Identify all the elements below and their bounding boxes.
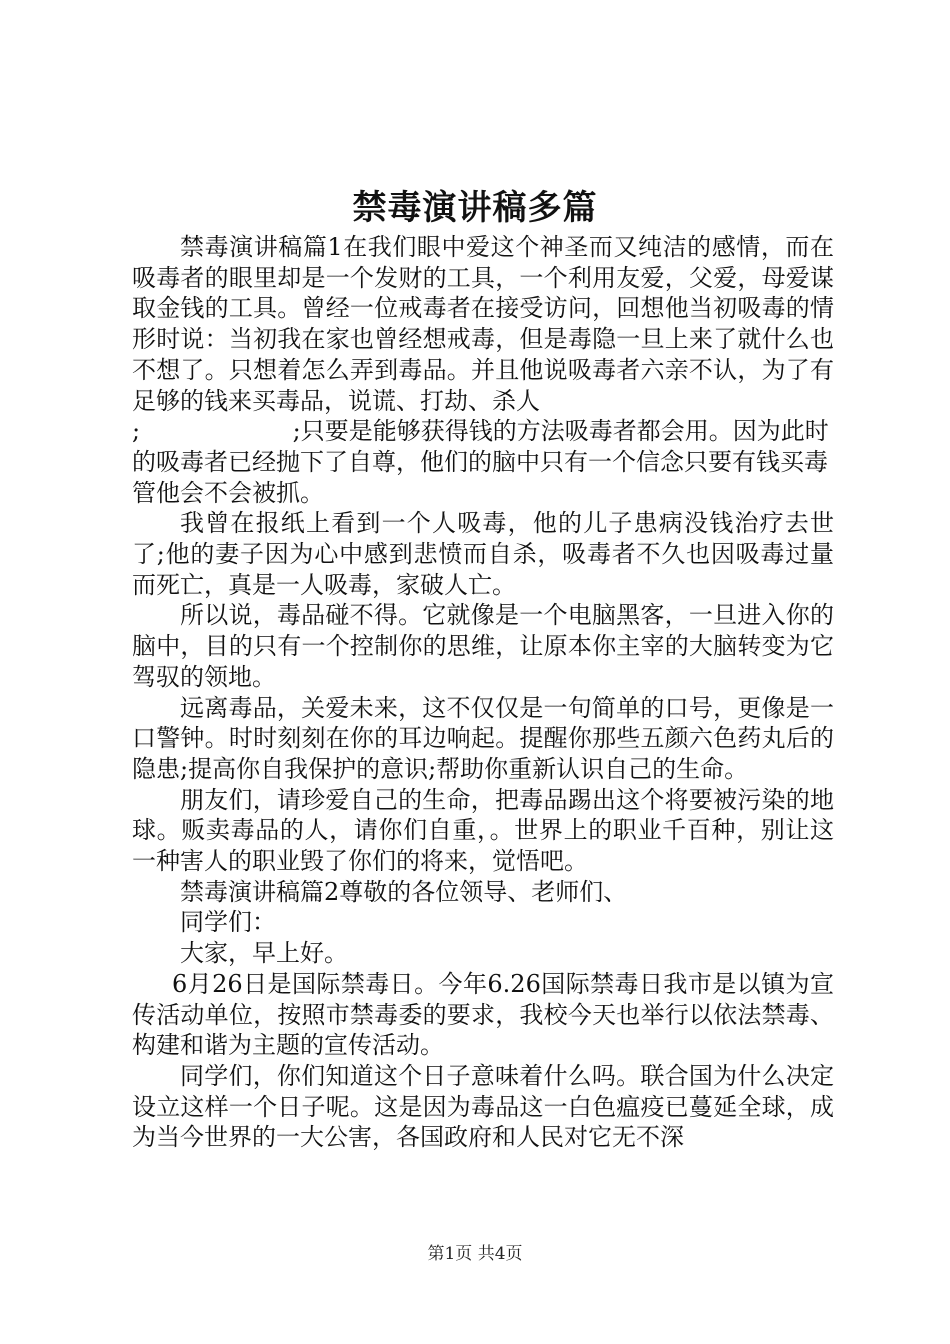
paragraph: 所以说，毒品碰不得。它就像是一个电脑黑客，一旦进入你的脑中，目的只有一个控制你的思维，让原本你主宰的大脑转变为它驾驭的领地。 [132,601,834,691]
paragraph: 禁毒演讲稿篇1在我们眼中爱这个神圣而又纯洁的感情，而在吸毒者的眼里却是一个发财的工具，一个利用友爱，父爱，母爱谋取金钱的工具。曾经一位戒毒者在接受访问，回想他当初吸毒的情形时说：当初我在家也曾经想戒毒，但是毒隐一旦上来了就什么也不想了。只想着怎么弄到毒品。并且他说吸毒者六亲不认，为了有足够的钱来买毒品，说谎、打劫、杀人 [132,233,834,415]
page-number-footer: 第1页 共4页 [427,1244,523,1264]
paragraph: 我曾在报纸上看到一个人吸毒，他的儿子患病没钱治疗去世了;他的妻子因为心中感到悲愤而自杀，吸毒者不久也因吸毒过量而死亡，真是一人吸毒，家破人亡。 [132,509,834,599]
document-body [132,232,834,1153]
paragraph: 大家，早上好。 [180,939,348,968]
document-title: 禁毒演讲稿多篇 [352,188,598,228]
paragraph: 朋友们，请珍爱自己的生命，把毒品踢出这个将要被污染的地球。贩卖毒品的人，请你们自重，。世界上的职业千百种，别让这一种害人的职业毁了你们的将来，觉悟吧。 [132,785,834,876]
paragraph: 同学们，你们知道这个日子意味着什么吗。联合国为什么决定设立这样一个日子呢。这是因为毒品这一白色瘟疫已蔓延全球，成为当今世界的一大公害，各国政府和人民对它无不深 [132,1061,834,1152]
paragraph: ; ;只要是能够获得钱的方法吸毒者都会用。因为此时的吸毒者已经抛下了自尊，他们的脑中只有一个信念只要有钱买毒管他会不会被抓。 [132,417,829,507]
paragraph: 禁毒演讲稿篇2尊敬的各位领导、老师们、 [180,877,628,906]
paragraph: 远离毒品，关爱未来，这不仅仅是一句简单的口号，更像是一口警钟。时时刻刻在你的耳边响起。提醒你那些五颜六色药丸后的隐患;提高你自我保护的意识;帮助你重新认识自己的生命。 [132,693,834,783]
paragraph: 同学们： [180,908,276,937]
paragraph: 6月26日是国际禁毒日。今年6.26国际禁毒日我市是以镇为宣传活动单位，按照市禁毒委的要求，我校今天也举行以依法禁毒、构建和谐为主题的宣传活动。 [132,969,834,1060]
